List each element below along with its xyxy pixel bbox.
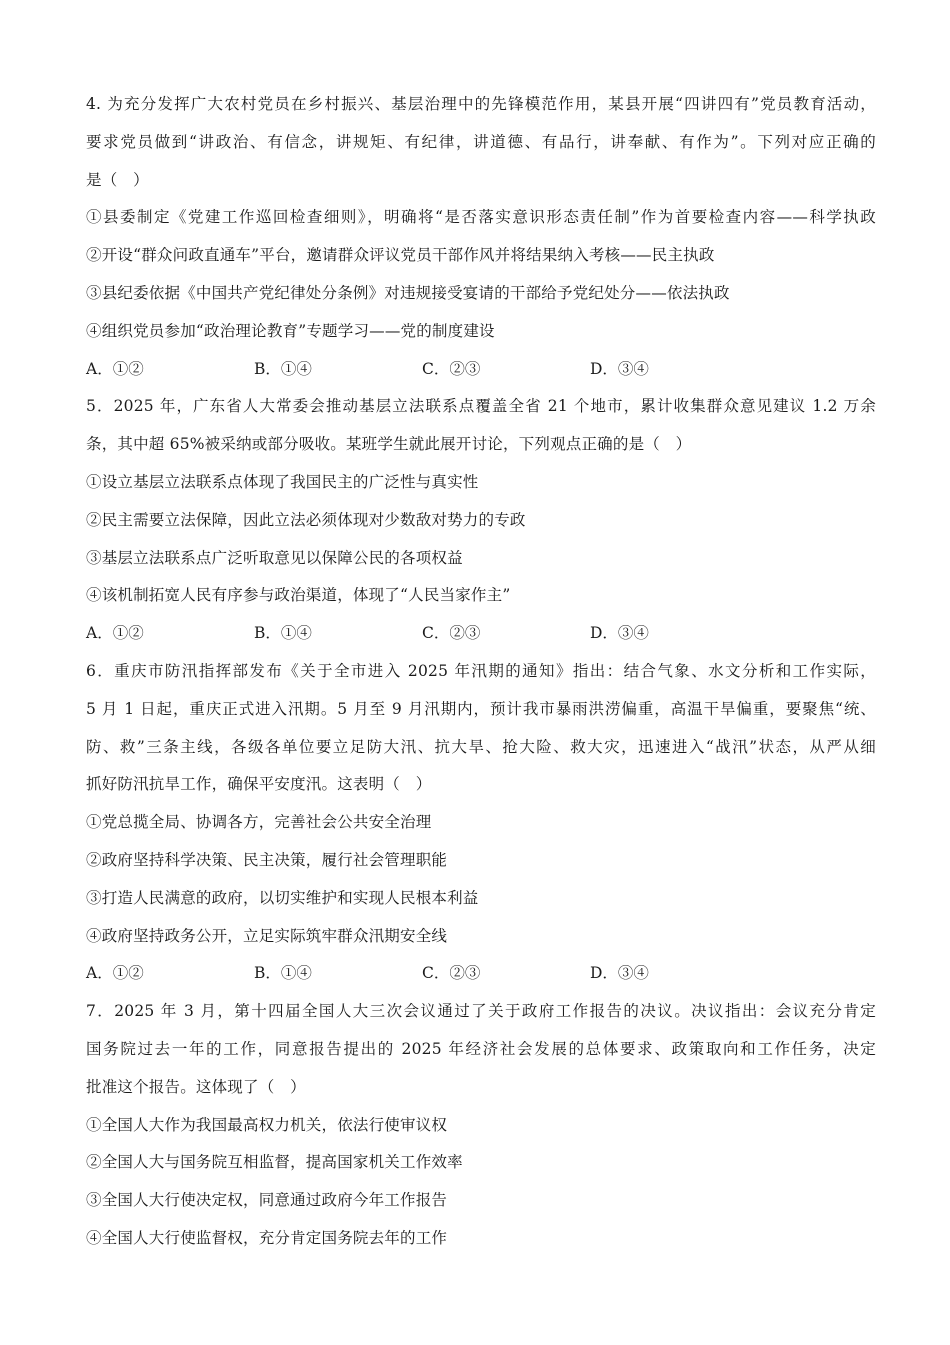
question-6-choice-a: A．①② — [86, 964, 144, 983]
question-4-choice-b: B．①④ — [254, 359, 312, 378]
question-5 — [86, 388, 876, 653]
question-7-statement-1: ①全国人大作为我国最高权力机关，依法行使审议权 — [86, 1115, 448, 1134]
question-6-choice-d: D．③④ — [590, 964, 649, 983]
question-5-statement-4: ④该机制拓宽人民有序参与政治渠道，体现了“人民当家作主” — [86, 586, 511, 605]
question-6-statement-4: ④政府坚持政务公开，立足实际筑牢群众汛期安全线 — [86, 926, 448, 945]
question-5-stem-line-2: 条，其中超 65%被采纳或部分吸收。某班学生就此展开讨论，下列观点正确的是（ ） — [86, 435, 692, 454]
question-4-choice-a: A．①② — [86, 359, 144, 378]
question-5-stem-line-1: 5．2025 年，广东省人大常委会推动基层立法联系点覆盖全省 21 个地市，累计收集群众意见建议 1.2 万余 — [86, 397, 876, 416]
question-5-choice-c: C．②③ — [422, 624, 481, 643]
question-5-choice-d: D．③④ — [590, 624, 649, 643]
question-6-choice-c: C．②③ — [422, 964, 481, 983]
question-4-choice-d: D．③④ — [590, 359, 649, 378]
question-6 — [86, 653, 876, 993]
question-6-statement-3: ③打造人民满意的政府，以切实维护和实现人民根本利益 — [86, 888, 479, 907]
question-4-choices — [86, 351, 876, 389]
question-4 — [86, 86, 876, 388]
question-6-stem-line-3: 防、救”三条主线，各级各单位要立足防大汛、抗大旱、抢大险、救大灾，迅速进入“战汛”状态，从严从细 — [86, 737, 876, 756]
question-5-choice-b: B．①④ — [254, 624, 312, 643]
question-6-choice-b: B．①④ — [254, 964, 312, 983]
question-4-stem-line-2: 要求党员做到“讲政治、有信念，讲规矩、有纪律，讲道德、有品行，讲奉献、有作为”。下列对应正确的 — [86, 132, 876, 151]
question-4-choice-c: C．②③ — [422, 359, 481, 378]
question-7-statement-2: ②全国人大与国务院互相监督，提高国家机关工作效率 — [86, 1153, 463, 1172]
question-4-statement-3: ③县纪委依据《中国共产党纪律处分条例》对违规接受宴请的干部给予党纪处分——依法执政 — [86, 283, 730, 302]
question-7-statement-3: ③全国人大行使决定权，同意通过政府今年工作报告 — [86, 1191, 448, 1210]
question-6-stem-line-1: 6．重庆市防汛指挥部发布《关于全市进入 2025 年汛期的通知》指出：结合气象、水文分析和工作实际， — [86, 661, 876, 680]
question-5-statement-3: ③基层立法联系点广泛听取意见以保障公民的各项权益 — [86, 548, 463, 567]
question-5-statement-2: ②民主需要立法保障，因此立法必须体现对少数敌对势力的专政 — [86, 510, 526, 529]
exam-page — [86, 86, 876, 1258]
question-7 — [86, 993, 876, 1258]
question-7-stem-line-1: 7．2025 年 3 月，第十四届全国人大三次会议通过了关于政府工作报告的决议。决议指出：会议充分肯定 — [86, 1002, 876, 1021]
question-4-stem-line-3: 是（ ） — [86, 170, 149, 189]
question-5-choices — [86, 615, 876, 653]
question-6-choices — [86, 955, 876, 993]
question-7-statement-4: ④全国人大行使监督权，充分肯定国务院去年的工作 — [86, 1228, 448, 1247]
question-4-statement-4: ④组织党员参加“政治理论教育”专题学习——党的制度建设 — [86, 321, 495, 340]
question-4-statement-2: ②开设“群众问政直通车”平台，邀请群众评议党员干部作风并将结果纳入考核——民主执政 — [86, 246, 715, 265]
question-5-choice-a: A．①② — [86, 624, 144, 643]
question-7-stem-line-3: 批准这个报告。这体现了（ ） — [86, 1077, 306, 1096]
question-4-statement-1: ①县委制定《党建工作巡回检查细则》，明确将“是否落实意识形态责任制”作为首要检查内容——科学执政 — [86, 208, 876, 227]
question-6-stem-line-2: 5 月 1 日起，重庆正式进入汛期。5 月至 9 月汛期内，预计我市暴雨洪涝偏重，高温干旱偏重，要聚焦“统、 — [86, 699, 876, 718]
question-6-statement-2: ②政府坚持科学决策、民主决策，履行社会管理职能 — [86, 850, 448, 869]
question-5-statement-1: ①设立基层立法联系点体现了我国民主的广泛性与真实性 — [86, 472, 479, 491]
question-6-stem-line-4: 抓好防汛抗旱工作，确保平安度汛。这表明（ ） — [86, 775, 432, 794]
question-4-stem-line-1: 4. 为充分发挥广大农村党员在乡村振兴、基层治理中的先锋模范作用，某县开展“四讲四有”党员教育活动， — [86, 95, 876, 113]
question-6-statement-1: ①党总揽全局、协调各方，完善社会公共安全治理 — [86, 813, 432, 832]
question-7-stem-line-2: 国务院过去一年的工作，同意报告提出的 2025 年经济社会发展的总体要求、政策取向和工作任务，决定 — [86, 1039, 876, 1058]
